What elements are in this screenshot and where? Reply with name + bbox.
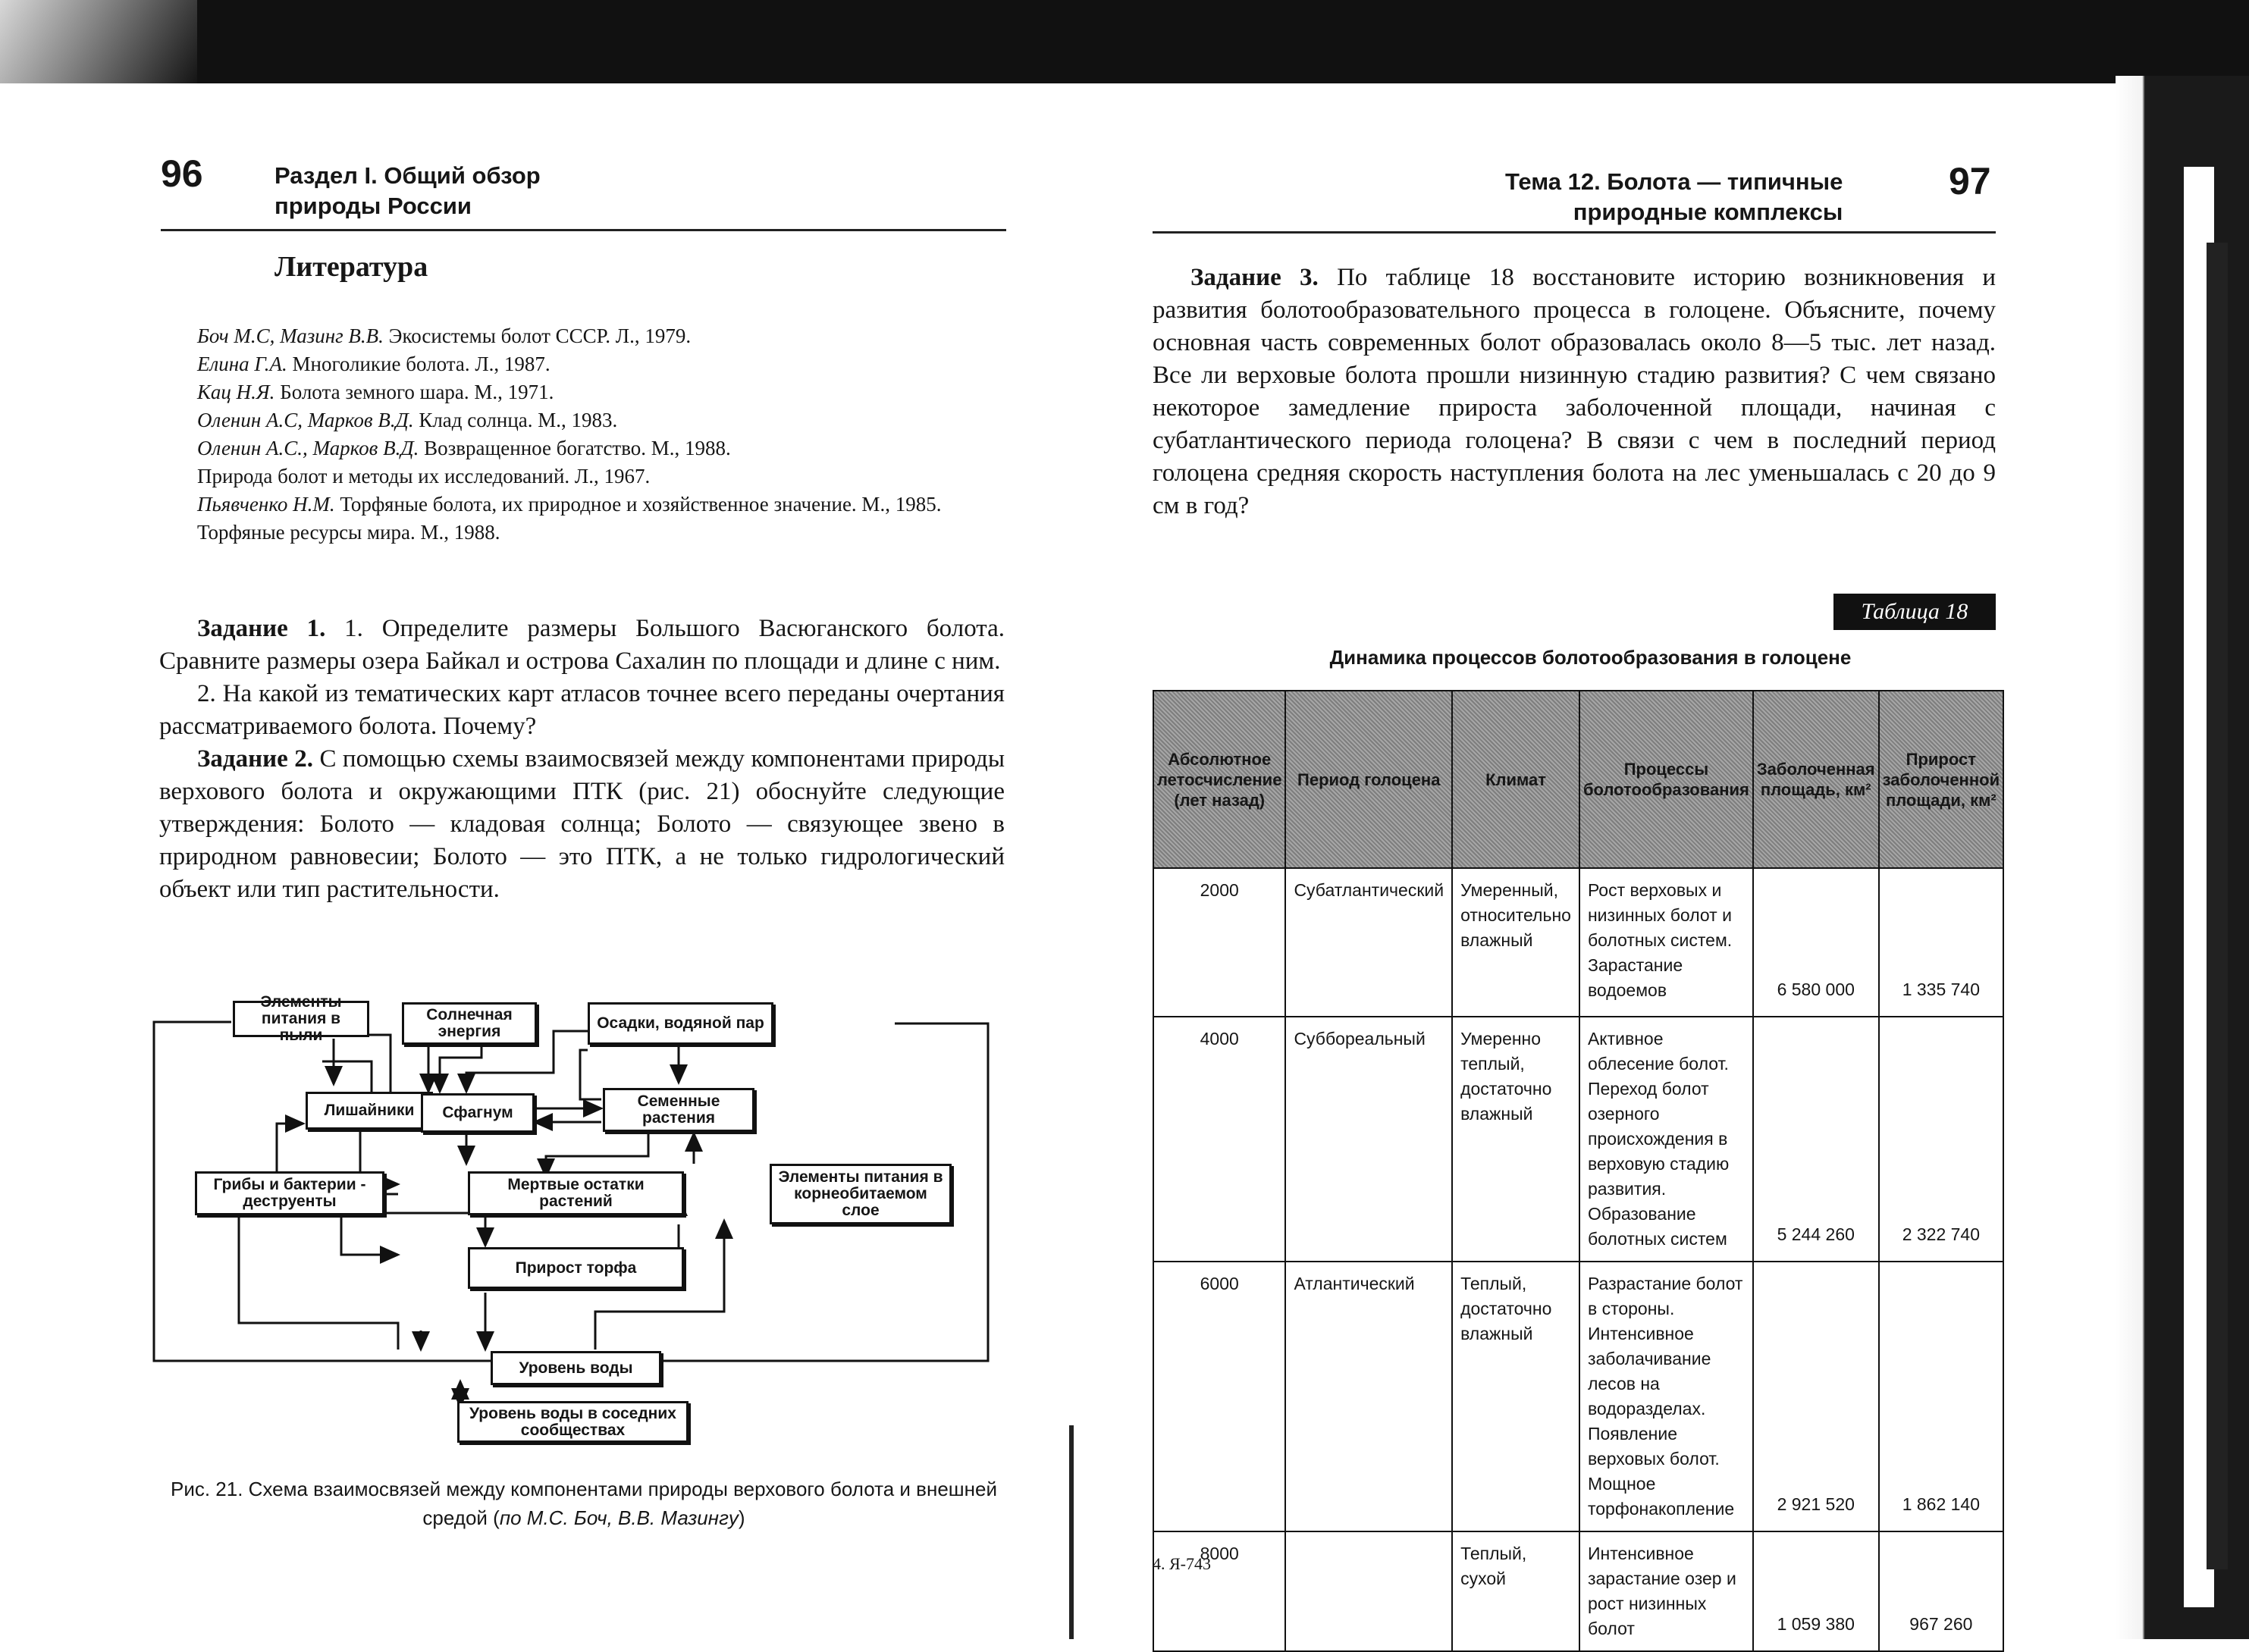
right-running-head-line1: Тема 12. Болота — типичные [1505,168,1843,195]
cell-period: Суббореальный [1285,1017,1452,1262]
left-running-head [274,161,541,221]
literature-item [159,462,1005,491]
left-page-number: 96 [161,152,203,195]
col-header-area: Заболоченная площадь, км² [1753,691,1879,868]
table-18-title: Динамика процессов болотообразования в голоцене [1329,646,1852,669]
table-row [1153,1531,2003,1651]
cell-climate: Теплый, сухой [1452,1531,1579,1651]
right-running-head [1505,167,1843,227]
right-page-number: 97 [1949,160,1991,202]
scan-corner-highlight [0,0,197,91]
col-header-period: Период голоцена [1285,691,1452,868]
table-header-row [1153,691,2003,868]
table-row [1153,1017,2003,1262]
literature-title: Экосистемы болот СССР. Л., 1979. [383,324,692,347]
cell-area-growth: 2 322 740 [1879,1017,2003,1262]
task1-paragraph1 [159,613,1005,678]
literature-authors: Оленин А.С., Марков В.Д. [197,437,419,459]
literature-heading: Литература [274,251,428,283]
left-running-head-line1: Раздел I. Общий обзор [274,162,541,189]
task2-text: С помощью схемы взаимосвязей между компонентами природы верхового болота и окружающими ПТК (рис. 21) обоснуйте следующие утверждения: Болото — кладовая солнца; Болото — связующее звено в природном равновесии; Болото — это ПТК, а не только гидрологический объект или тип растительности. [159,745,1005,903]
node-water-level-neighbours: Уровень воды в соседних сообществах [457,1401,689,1443]
literature-item [159,350,1005,378]
literature-authors: Кац Н.Я. [197,381,275,403]
book-spine-shadow [1069,1425,1074,1639]
task3-paragraph [1153,262,1996,522]
cell-area: 6 580 000 [1753,868,1879,1017]
table-row [1153,868,2003,1017]
literature-item [159,406,1005,434]
table-row [1153,1262,2003,1531]
cell-climate: Умеренно теплый, достаточно влажный [1452,1017,1579,1262]
col-header-processes: Процессы болотообразования [1579,691,1753,868]
table-18 [1153,690,2004,1652]
node-dead-plant-remains: Мертвые остатки растений [468,1171,684,1215]
node-lichens: Лишайники [306,1092,433,1130]
cell-climate: Умеренный, относительно влажный [1452,868,1579,1017]
task2-label: Задание 2. [197,745,313,773]
node-seed-plants: Семенные растения [603,1088,754,1132]
literature-title: Природа болот и методы их исследований. Л., 1967. [197,465,651,487]
figure-21-diagram [148,986,1005,1456]
cell-period: Атлантический [1285,1262,1452,1531]
cell-processes: Разрастание болот в стороны. Интенсивное заболачивание лесов на водоразделах. Появление верховых болот. Мощное торфонакопление [1579,1262,1753,1531]
node-precipitation: Осадки, водяной пар [588,1002,773,1045]
literature-item [159,378,1005,406]
right-header-rule [1153,231,1996,234]
literature-item [159,519,1005,547]
task1-text1: 1. Определите размеры Большого Васюганского болота. Сравните размеры озера Байкал и острова Сахалин по площади и длине с ним. [159,615,1005,675]
literature-authors: Пьявченко Н.М. [197,493,335,516]
cell-years: 4000 [1153,1017,1285,1262]
caption-end: ) [738,1506,745,1529]
literature-authors: Оленин А.С, Марков В.Д. [197,409,414,431]
literature-title: Возвращенное богатство. М., 1988. [419,437,731,459]
caption-text: Рис. 21. Схема взаимосвязей между компонентами природы верхового болота и внешней средой ( [170,1478,998,1529]
cell-processes: Рост верховых и низинных болот и болотных систем. Зарастание водоемов [1579,868,1753,1017]
literature-title: Клад солнца. М., 1983. [413,409,618,431]
node-solar-energy: Солнечная энергия [402,1002,537,1045]
literature-authors: Елина Г.А. [197,353,287,375]
caption-authors: по М.С. Боч, В.В. Мазингу [499,1506,739,1529]
left-running-head-line2: природы России [274,193,472,219]
literature-item [159,322,1005,350]
cell-period: Субатлантический [1285,868,1452,1017]
cell-period [1285,1531,1452,1651]
scan-right-edge [2116,76,2249,1639]
cell-years: 6000 [1153,1262,1285,1531]
literature-list [159,322,1005,547]
literature-title: Болота земного шара. М., 1971. [274,381,554,403]
task2-paragraph [159,743,1005,906]
literature-authors: Боч М.С, Мазинг В.В. [197,324,384,347]
cell-processes: Активное облесение болот. Переход болот озерного происхождения в верховую стадию развития. Образование болотных систем [1579,1017,1753,1262]
literature-title: Торфяные ресурсы мира. М., 1988. [197,521,500,544]
task1-label: Задание 1. [197,615,326,642]
cell-area-growth: 1 862 140 [1879,1262,2003,1531]
cell-climate: Теплый, достаточно влажный [1452,1262,1579,1531]
cell-years: 8000 [1153,1531,1285,1651]
cell-processes: Интенсивное зарастание озер и рост низинных болот [1579,1531,1753,1651]
cell-years: 2000 [1153,868,1285,1017]
right-running-head-line2: природные комплексы [1573,199,1843,225]
cell-area: 1 059 380 [1753,1531,1879,1651]
node-peat-growth: Прирост торфа [468,1247,684,1289]
literature-title: Торфяные болота, их природное и хозяйственное значение. М., 1985. [334,493,942,516]
figure-21-caption [159,1475,1008,1532]
left-header-rule [161,229,1006,231]
col-header-area-growth: Прирост заболоченной площади, км² [1879,691,2003,868]
node-sphagnum: Сфагнум [421,1093,535,1133]
cell-area-growth: 967 260 [1879,1531,2003,1651]
task3 [1153,262,1996,522]
node-water-level: Уровень воды [491,1351,661,1385]
task3-label: Задание 3. [1190,264,1319,291]
literature-title: Многоликие болота. Л., 1987. [287,353,550,375]
literature-item [159,434,1005,462]
literature-item [159,491,1005,519]
cell-area: 2 921 520 [1753,1262,1879,1531]
task1-paragraph2: 2. На какой из тематических карт атласов точнее всего переданы очертания рассматриваемого болота. Почему? [159,680,1005,740]
tasks-left [159,613,1005,906]
signature-mark: 4. Я-743 [1153,1554,1211,1573]
cell-area-growth: 1 335 740 [1879,868,2003,1017]
task3-text: По таблице 18 восстановите историю возникновения и развития болотообразовательного процесса в голоцене. Объясните, почему основная часть современных болот образовалась около 8—5 тыс. лет назад. Все ли верховые болота прошли низинную стадию развития? С чем связано некоторое замедление прироста заболоченной площади, начиная с субатлантического периода голоцена? В связи с чем в последний период голоцена средняя скорость наступления болота на лес уменьшалась с 20 до 9 см в год? [1153,264,1996,519]
node-fungi-bacteria: Грибы и бактерии - деструенты [195,1171,384,1215]
node-nutrients-in-root-layer: Элементы питания в корнеобитаемом слое [770,1164,952,1224]
table-18-badge: Таблица 18 [1833,594,1996,630]
col-header-years: Абсолютное летосчисление (лет назад) [1153,691,1285,868]
col-header-climate: Климат [1452,691,1579,868]
node-nutrients-in-dust: Элементы питания в пыли [233,1001,369,1037]
cell-area: 5 244 260 [1753,1017,1879,1262]
